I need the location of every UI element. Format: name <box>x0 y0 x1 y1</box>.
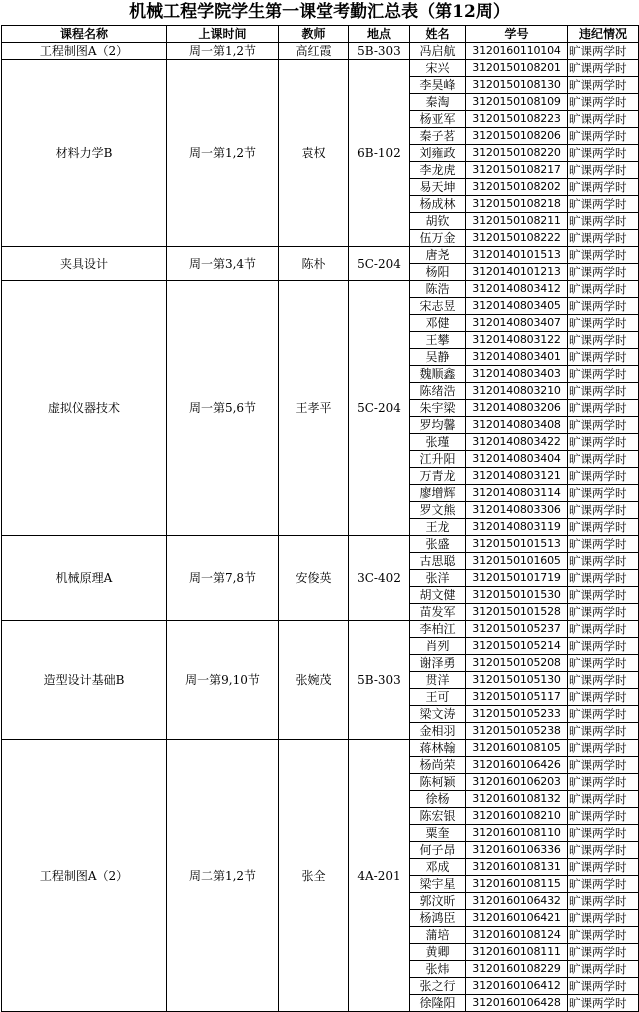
violation-cell: 旷课两学时 <box>568 978 639 995</box>
student-id-cell: 3120150105238 <box>466 723 568 740</box>
teacher-cell: 陈朴 <box>279 247 349 281</box>
location-cell: 5C-204 <box>349 247 410 281</box>
student-id-cell: 3120150101530 <box>466 587 568 604</box>
violation-cell: 旷课两学时 <box>568 60 639 77</box>
student-name-cell: 王可 <box>410 689 466 706</box>
student-id-cell: 3120140803422 <box>466 434 568 451</box>
location-cell: 4A-201 <box>349 740 410 1012</box>
student-id-cell: 3120150105117 <box>466 689 568 706</box>
student-name-cell: 宋志昱 <box>410 298 466 315</box>
course-cell: 夹具设计 <box>2 247 167 281</box>
violation-cell: 旷课两学时 <box>568 893 639 910</box>
student-id-cell: 3120150108220 <box>466 145 568 162</box>
location-cell: 5C-204 <box>349 281 410 536</box>
student-id-cell: 3120140803114 <box>466 485 568 502</box>
student-name-cell: 梁宇星 <box>410 876 466 893</box>
violation-cell: 旷课两学时 <box>568 94 639 111</box>
violation-cell: 旷课两学时 <box>568 553 639 570</box>
violation-cell: 旷课两学时 <box>568 179 639 196</box>
student-id-cell: 3120140803401 <box>466 349 568 366</box>
header-location: 地点 <box>349 26 410 43</box>
student-name-cell: 胡文健 <box>410 587 466 604</box>
student-id-cell: 3120150101605 <box>466 553 568 570</box>
course-cell: 机械原理A <box>2 536 167 621</box>
student-id-cell: 3120150108109 <box>466 94 568 111</box>
violation-cell: 旷课两学时 <box>568 111 639 128</box>
student-id-cell: 3120140803404 <box>466 451 568 468</box>
student-name-cell: 蒲培 <box>410 927 466 944</box>
student-name-cell: 罗文熊 <box>410 502 466 519</box>
violation-cell: 旷课两学时 <box>568 315 639 332</box>
violation-cell: 旷课两学时 <box>568 485 639 502</box>
student-id-cell: 3120150105237 <box>466 621 568 638</box>
violation-cell: 旷课两学时 <box>568 995 639 1012</box>
student-name-cell: 王龙 <box>410 519 466 536</box>
time-cell: 周一第1,2节 <box>167 60 279 247</box>
table-row <box>2 60 639 77</box>
violation-cell: 旷课两学时 <box>568 77 639 94</box>
student-id-cell: 3120140803306 <box>466 502 568 519</box>
student-name-cell: 邓健 <box>410 315 466 332</box>
student-name-cell: 宋兴 <box>410 60 466 77</box>
student-id-cell: 3120160108131 <box>466 859 568 876</box>
student-id-cell: 3120140803121 <box>466 468 568 485</box>
student-id-cell: 3120160106421 <box>466 910 568 927</box>
student-name-cell: 张之行 <box>410 978 466 995</box>
student-name-cell: 杨亚军 <box>410 111 466 128</box>
violation-cell: 旷课两学时 <box>568 519 639 536</box>
student-id-cell: 3120150108206 <box>466 128 568 145</box>
student-name-cell: 王攀 <box>410 332 466 349</box>
violation-cell: 旷课两学时 <box>568 162 639 179</box>
student-id-cell: 3120140803407 <box>466 315 568 332</box>
student-id-cell: 3120160110104 <box>466 43 568 60</box>
student-name-cell: 肖列 <box>410 638 466 655</box>
student-name-cell: 易天坤 <box>410 179 466 196</box>
student-name-cell: 陈柯颖 <box>410 774 466 791</box>
student-id-cell: 3120160108105 <box>466 740 568 757</box>
student-name-cell: 唐尧 <box>410 247 466 264</box>
student-id-cell: 3120150105214 <box>466 638 568 655</box>
student-name-cell: 陈绪浩 <box>410 383 466 400</box>
table-row <box>2 281 639 298</box>
violation-cell: 旷课两学时 <box>568 689 639 706</box>
violation-cell: 旷课两学时 <box>568 349 639 366</box>
violation-cell: 旷课两学时 <box>568 502 639 519</box>
course-cell: 工程制图A（2） <box>2 740 167 1012</box>
violation-cell: 旷课两学时 <box>568 859 639 876</box>
course-cell: 工程制图A（2） <box>2 43 167 60</box>
teacher-cell: 高红霞 <box>279 43 349 60</box>
student-name-cell: 陈浩 <box>410 281 466 298</box>
student-name-cell: 何子昂 <box>410 842 466 859</box>
header-row <box>2 26 639 43</box>
violation-cell: 旷课两学时 <box>568 587 639 604</box>
student-id-cell: 3120140803403 <box>466 366 568 383</box>
violation-cell: 旷课两学时 <box>568 723 639 740</box>
student-id-cell: 3120140803210 <box>466 383 568 400</box>
header-student-id: 学号 <box>466 26 568 43</box>
student-name-cell: 朱宇梁 <box>410 400 466 417</box>
student-name-cell: 李龙虎 <box>410 162 466 179</box>
violation-cell: 旷课两学时 <box>568 145 639 162</box>
student-id-cell: 3120150108218 <box>466 196 568 213</box>
header-violation: 违纪情况 <box>568 26 639 43</box>
violation-cell: 旷课两学时 <box>568 570 639 587</box>
page-title: 机械工程学院学生第一课堂考勤汇总表（第12周） <box>129 2 510 22</box>
student-name-cell: 张洋 <box>410 570 466 587</box>
time-cell: 周一第7,8节 <box>167 536 279 621</box>
student-id-cell: 3120150108202 <box>466 179 568 196</box>
student-name-cell: 李柏江 <box>410 621 466 638</box>
student-name-cell: 廖增辉 <box>410 485 466 502</box>
teacher-cell: 安俊英 <box>279 536 349 621</box>
student-name-cell: 梁文涛 <box>410 706 466 723</box>
violation-cell: 旷课两学时 <box>568 536 639 553</box>
student-id-cell: 3120150101719 <box>466 570 568 587</box>
violation-cell: 旷课两学时 <box>568 264 639 281</box>
violation-cell: 旷课两学时 <box>568 791 639 808</box>
teacher-cell: 张全 <box>279 740 349 1012</box>
violation-cell: 旷课两学时 <box>568 400 639 417</box>
student-name-cell: 杨尚荣 <box>410 757 466 774</box>
student-id-cell: 3120140803408 <box>466 417 568 434</box>
student-name-cell: 黄卿 <box>410 944 466 961</box>
violation-cell: 旷课两学时 <box>568 927 639 944</box>
violation-cell: 旷课两学时 <box>568 706 639 723</box>
student-name-cell: 古思聪 <box>410 553 466 570</box>
violation-cell: 旷课两学时 <box>568 774 639 791</box>
violation-cell: 旷课两学时 <box>568 468 639 485</box>
student-id-cell: 3120150105130 <box>466 672 568 689</box>
student-id-cell: 3120150101528 <box>466 604 568 621</box>
location-cell: 3C-402 <box>349 536 410 621</box>
student-name-cell: 吴静 <box>410 349 466 366</box>
student-id-cell: 3120160106428 <box>466 995 568 1012</box>
student-id-cell: 3120160106432 <box>466 893 568 910</box>
student-id-cell: 3120140803119 <box>466 519 568 536</box>
student-name-cell: 李昊峰 <box>410 77 466 94</box>
student-id-cell: 3120150105233 <box>466 706 568 723</box>
student-name-cell: 徐隆阳 <box>410 995 466 1012</box>
student-name-cell: 刘雍政 <box>410 145 466 162</box>
student-name-cell: 胡钦 <box>410 213 466 230</box>
student-name-cell: 贯洋 <box>410 672 466 689</box>
location-cell: 5B-303 <box>349 621 410 740</box>
student-name-cell: 冯启航 <box>410 43 466 60</box>
violation-cell: 旷课两学时 <box>568 876 639 893</box>
student-name-cell: 张盛 <box>410 536 466 553</box>
student-id-cell: 3120150108130 <box>466 77 568 94</box>
student-name-cell: 杨成林 <box>410 196 466 213</box>
violation-cell: 旷课两学时 <box>568 825 639 842</box>
violation-cell: 旷课两学时 <box>568 383 639 400</box>
violation-cell: 旷课两学时 <box>568 808 639 825</box>
violation-cell: 旷课两学时 <box>568 128 639 145</box>
violation-cell: 旷课两学时 <box>568 213 639 230</box>
student-id-cell: 3120150108217 <box>466 162 568 179</box>
student-name-cell: 金相羽 <box>410 723 466 740</box>
table-body <box>2 43 639 1012</box>
student-id-cell: 3120160106336 <box>466 842 568 859</box>
student-id-cell: 3120160108210 <box>466 808 568 825</box>
student-name-cell: 徐杨 <box>410 791 466 808</box>
student-id-cell: 3120140101213 <box>466 264 568 281</box>
violation-cell: 旷课两学时 <box>568 230 639 247</box>
course-cell: 材料力学B <box>2 60 167 247</box>
violation-cell: 旷课两学时 <box>568 451 639 468</box>
violation-cell: 旷课两学时 <box>568 842 639 859</box>
student-id-cell: 3120150101513 <box>466 536 568 553</box>
violation-cell: 旷课两学时 <box>568 910 639 927</box>
student-id-cell: 3120160108132 <box>466 791 568 808</box>
student-id-cell: 3120160106203 <box>466 774 568 791</box>
violation-cell: 旷课两学时 <box>568 43 639 60</box>
table-row <box>2 740 639 757</box>
violation-cell: 旷课两学时 <box>568 672 639 689</box>
student-name-cell: 魏顺鑫 <box>410 366 466 383</box>
student-id-cell: 3120140101513 <box>466 247 568 264</box>
violation-cell: 旷课两学时 <box>568 417 639 434</box>
student-id-cell: 3120140803412 <box>466 281 568 298</box>
student-id-cell: 3120140803405 <box>466 298 568 315</box>
student-name-cell: 万青龙 <box>410 468 466 485</box>
student-id-cell: 3120150108222 <box>466 230 568 247</box>
student-name-cell: 邓成 <box>410 859 466 876</box>
violation-cell: 旷课两学时 <box>568 740 639 757</box>
time-cell: 周一第9,10节 <box>167 621 279 740</box>
student-id-cell: 3120150108201 <box>466 60 568 77</box>
table-header <box>2 26 639 43</box>
violation-cell: 旷课两学时 <box>568 332 639 349</box>
table-row <box>2 43 639 60</box>
student-name-cell: 伍万金 <box>410 230 466 247</box>
violation-cell: 旷课两学时 <box>568 961 639 978</box>
table-row <box>2 621 639 638</box>
student-id-cell: 3120160108124 <box>466 927 568 944</box>
student-id-cell: 3120150105208 <box>466 655 568 672</box>
header-time: 上课时间 <box>167 26 279 43</box>
time-cell: 周一第3,4节 <box>167 247 279 281</box>
student-name-cell: 罗均馨 <box>410 417 466 434</box>
student-id-cell: 3120150108223 <box>466 111 568 128</box>
time-cell: 周二第1,2节 <box>167 740 279 1012</box>
table-row <box>2 536 639 553</box>
violation-cell: 旷课两学时 <box>568 621 639 638</box>
teacher-cell: 张婉茂 <box>279 621 349 740</box>
violation-cell: 旷课两学时 <box>568 366 639 383</box>
student-name-cell: 苗发军 <box>410 604 466 621</box>
header-name: 姓名 <box>410 26 466 43</box>
student-id-cell: 3120140803206 <box>466 400 568 417</box>
violation-cell: 旷课两学时 <box>568 757 639 774</box>
student-id-cell: 3120160106412 <box>466 978 568 995</box>
violation-cell: 旷课两学时 <box>568 434 639 451</box>
header-teacher: 教师 <box>279 26 349 43</box>
violation-cell: 旷课两学时 <box>568 247 639 264</box>
violation-cell: 旷课两学时 <box>568 638 639 655</box>
violation-cell: 旷课两学时 <box>568 281 639 298</box>
header-course: 课程名称 <box>2 26 167 43</box>
student-name-cell: 蒋林翰 <box>410 740 466 757</box>
student-id-cell: 3120160106426 <box>466 757 568 774</box>
student-name-cell: 秦淘 <box>410 94 466 111</box>
teacher-cell: 袁权 <box>279 60 349 247</box>
student-id-cell: 3120160108229 <box>466 961 568 978</box>
student-name-cell: 陈宏银 <box>410 808 466 825</box>
table-row <box>2 247 639 264</box>
student-name-cell: 秦子茗 <box>410 128 466 145</box>
violation-cell: 旷课两学时 <box>568 196 639 213</box>
student-id-cell: 3120160108111 <box>466 944 568 961</box>
student-id-cell: 3120160108115 <box>466 876 568 893</box>
location-cell: 5B-303 <box>349 43 410 60</box>
violation-cell: 旷课两学时 <box>568 944 639 961</box>
student-id-cell: 3120140803122 <box>466 332 568 349</box>
attendance-table <box>1 25 639 1012</box>
violation-cell: 旷课两学时 <box>568 655 639 672</box>
student-name-cell: 江升阳 <box>410 451 466 468</box>
time-cell: 周一第5,6节 <box>167 281 279 536</box>
student-name-cell: 张瑾 <box>410 434 466 451</box>
student-name-cell: 谢泽勇 <box>410 655 466 672</box>
student-name-cell: 粟奎 <box>410 825 466 842</box>
violation-cell: 旷课两学时 <box>568 604 639 621</box>
course-cell: 虚拟仪器技术 <box>2 281 167 536</box>
student-name-cell: 张炜 <box>410 961 466 978</box>
violation-cell: 旷课两学时 <box>568 298 639 315</box>
student-id-cell: 3120160108110 <box>466 825 568 842</box>
student-name-cell: 杨鸿臣 <box>410 910 466 927</box>
student-name-cell: 杨阳 <box>410 264 466 281</box>
student-name-cell: 郭汶昕 <box>410 893 466 910</box>
course-cell: 造型设计基础B <box>2 621 167 740</box>
time-cell: 周一第1,2节 <box>167 43 279 60</box>
student-id-cell: 3120150108211 <box>466 213 568 230</box>
teacher-cell: 王孝平 <box>279 281 349 536</box>
location-cell: 6B-102 <box>349 60 410 247</box>
